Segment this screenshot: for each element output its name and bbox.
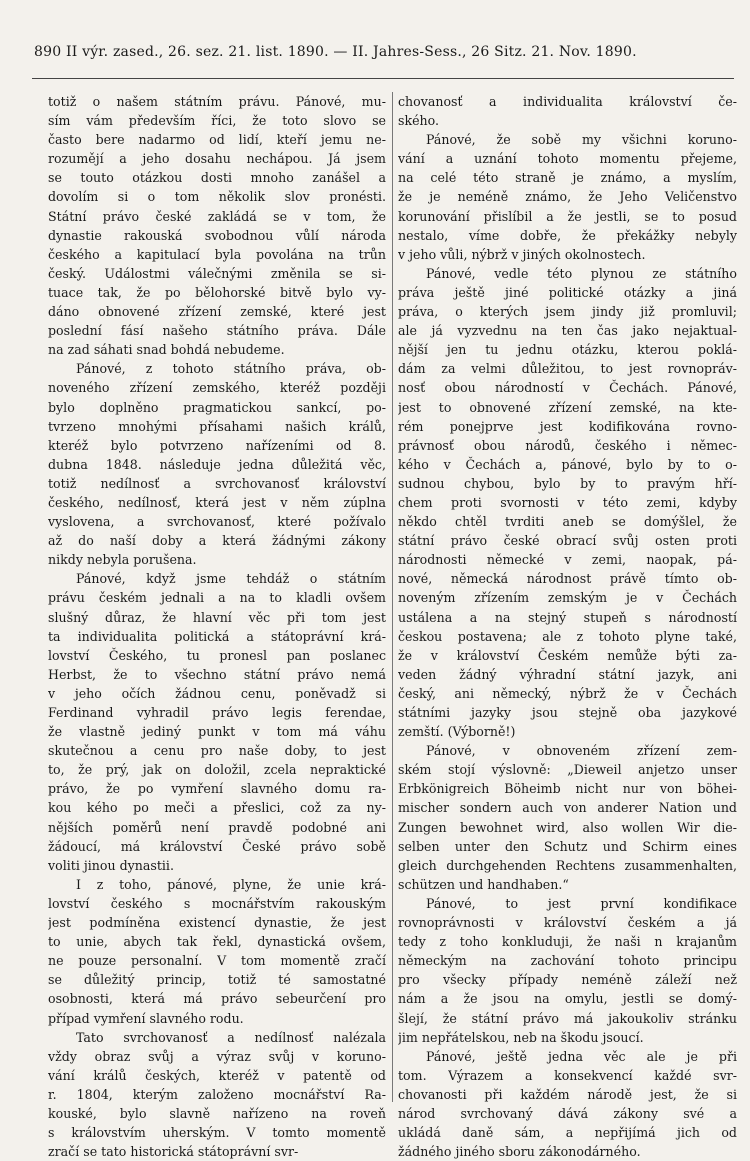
text-line: se touto otázkou dosti mnoho zanášel a xyxy=(48,170,386,186)
text-line: právnosť obou národů, českého i němec- xyxy=(398,437,737,453)
text-line: kouské, bylo slavně nařízeno na roveň xyxy=(48,1105,386,1121)
text-line: kého v Čechách a, pánové, bylo by to o- xyxy=(398,456,737,472)
text-line: se důležitý princip, totiž té samostatné xyxy=(48,972,386,988)
text-line: Státní právo české zakládá se v tom, že xyxy=(48,208,386,224)
text-line: totiž nedílnosť a svrchovanosť království xyxy=(48,475,386,491)
text-line: zemští. (Výborně!) xyxy=(398,724,516,740)
text-line: poslední fásí našeho státního práva. Dále xyxy=(48,323,386,339)
text-line: Erbkönigreich Böheimb nicht nur von böhei- xyxy=(398,781,737,797)
text-line: s královstvím uherským. V tomto momentě xyxy=(48,1125,386,1141)
text-line: na zad sáhati snad bohdá nebudeme. xyxy=(48,342,285,358)
text-line: Pánové, když jsme tehdáž o státním xyxy=(76,571,386,587)
text-line: korunování přislíbil a že jestli, se to posud xyxy=(398,208,737,224)
text-line: to, že prý, jak on doložil, zcela nepraktické xyxy=(48,762,386,778)
text-line: ustálena a na stejný stupeň s národností xyxy=(398,609,737,625)
text-line: ském stojí výslovně: „Dieweil anjetzo unser xyxy=(398,762,737,778)
text-line: totiž o našem státním právu. Pánové, mu- xyxy=(48,94,386,109)
text-line: Zungen bewohnet wird, also wollen Wir die- xyxy=(398,819,737,835)
text-line: kou kého po meči a přeslici, což za ny- xyxy=(48,800,386,816)
text-line: vždy obraz svůj a výraz svůj v koruno- xyxy=(48,1048,386,1064)
text-line: gleich durchgehenden Rechtens zusammenhalten, xyxy=(398,857,737,873)
text-line: tom. Výrazem a konsekvencí každé svr- xyxy=(398,1067,737,1083)
text-line: voliti jinou dynastii. xyxy=(48,857,174,873)
text-line: státními jazyky jsou stejně oba jazykové xyxy=(398,705,737,720)
text-line: tvrzeno mnohými přísahami našich králů, xyxy=(48,418,386,434)
text-line: chovanosti při každém národě jest, že si xyxy=(398,1086,737,1102)
text-line: ale já vyzvednu na ten čas jako nejaktual- xyxy=(398,323,737,339)
text-line: v jeho očích žádnou cenu, poněvadž si xyxy=(48,685,386,701)
text-line: selben unter den Schutz und Schirm eines xyxy=(398,838,737,854)
header-rule xyxy=(32,78,734,79)
text-line: Pánové, že sobě my všichni koruno- xyxy=(426,132,737,148)
text-line: osobnosti, která má právo sebeurčení pro xyxy=(48,991,386,1007)
text-line: Pánové, z tohoto státního práva, ob- xyxy=(76,361,386,377)
text-line: český, ani německý, nýbrž že v Čechách xyxy=(398,685,737,701)
text-line: Herbst, že to všechno státní právo nemá xyxy=(48,666,386,682)
text-line: nové, německá národnost právě tímto ob- xyxy=(398,571,737,587)
text-line: dubna 1848. následuje jedna důležitá věc, xyxy=(48,456,386,472)
text-line: nikdy nebyla porušena. xyxy=(48,552,197,568)
text-line: v jeho vůli, nýbrž v jiných okolnostech. xyxy=(398,246,646,262)
text-line: Pánové, to jest první kondifikace xyxy=(426,895,737,911)
text-line: právo, že po vymření slavného domu ra- xyxy=(48,781,386,797)
text-line: jest to obnovené zřízení zemské, na kte- xyxy=(398,399,737,415)
text-line: Pánové, vedle této plynou ze státního xyxy=(426,265,737,281)
right-column xyxy=(398,92,737,1161)
text-line: r. 1804, kterým založeno mocnářství Ra- xyxy=(48,1086,386,1102)
text-line: někdo chtěl tvrditi aneb se domýšlel, že xyxy=(398,514,737,530)
text-line: Ferdinand vyhradil právo legis ferendae, xyxy=(48,705,386,720)
text-line: vání a uznání tohoto momentu přejeme, xyxy=(398,151,737,167)
text-line: sudnou chybou, bylo by to pravým hří- xyxy=(398,475,737,491)
text-line: práva, o kterých jsem jindy již promluvil; xyxy=(398,304,737,320)
text-line: Tato svrchovanosť a nedílnosť nalézala xyxy=(76,1029,386,1045)
text-line: že v království Českém nemůže býti za- xyxy=(398,647,737,663)
text-line: vání králů českých, kteréž v patentě od xyxy=(48,1067,386,1083)
text-line: nějších poměrů není pravdě podobné ani xyxy=(48,819,386,835)
text-line: často bere nadarmo od lidí, kteří jemu ne- xyxy=(48,132,386,148)
text-line: dám za velmi důležitou, to jest rovnopráv- xyxy=(398,361,737,377)
text-line: chem proti svornosti v této zemi, kdyby xyxy=(398,494,737,510)
text-line: tuace tak, že po bělohorské bitvě bylo vy- xyxy=(48,284,386,300)
text-line: dáno obnovené zřízení zemské, které jest xyxy=(48,304,386,320)
text-line: žádoucí, má království České právo sobě xyxy=(48,838,386,854)
page-header: 890 II výr. zased., 26. sez. 21. list. 1890. — II. Jahres-Sess., 26 Sitz. 21. Nov. 1890. xyxy=(34,44,637,60)
text-line: schützen und handhaben.“ xyxy=(398,876,569,892)
text-line: ne pouze personalní. V tom momentě zračí xyxy=(48,953,386,969)
text-line: dynastie rakouská svobodnou vůlí národa xyxy=(48,227,386,243)
text-line: rém ponejprve jest kodifikována rovno- xyxy=(398,418,737,434)
text-line: lovství Českého, tu pronesl pan poslanec xyxy=(48,647,386,663)
text-line: lovství českého s mocnářstvím rakouským xyxy=(48,895,386,911)
text-line: pro všecky případy neméně záleží než xyxy=(398,972,737,988)
text-line: slušný důraz, že hlavní věc při tom jest xyxy=(48,609,386,625)
text-line: ta individualita politická a státoprávní krá- xyxy=(48,628,386,644)
text-line: šlejí, že státní právo má jakoukoliv stránku xyxy=(398,1010,737,1026)
text-line: že vlastně jediný punkt v tom má váhu xyxy=(48,724,386,740)
text-line: mischer sondern auch von anderer Nation und xyxy=(398,800,737,816)
text-line: nestalo, víme dobře, že překážky nebyly xyxy=(398,227,737,243)
text-line: jim nepřátelskou, neb na škodu jsoucí. xyxy=(398,1029,644,1045)
text-line: dovolím si o tom několik slov pronésti. xyxy=(48,189,386,205)
text-line: noveného zřízení zemského, kteréž později xyxy=(48,380,386,396)
text-line: vyslovena, a svrchovanosť, které požívalo xyxy=(48,514,386,530)
text-line: rozumějí a jeho dosahu nechápou. Já jsem xyxy=(48,151,386,167)
text-line: národ svrchovaný dává zákony své a xyxy=(398,1105,737,1121)
text-line: I z toho, pánové, plyne, že unie krá- xyxy=(76,876,386,892)
text-line: český. Událostmi válečnými změnila se si- xyxy=(48,265,386,281)
text-line: národnosti německé v zemi, naopak, pá- xyxy=(398,552,737,568)
text-line: rovnoprávnosti v království českém a já xyxy=(398,915,737,931)
text-line: nám a že jsou na omylu, jestli se domý- xyxy=(398,991,737,1007)
text-line: Pánové, v obnoveném zřízení zem- xyxy=(426,743,737,759)
text-line: že je neméně známo, že Jeho Veličenstvo xyxy=(398,189,737,205)
text-line: ského. xyxy=(398,113,440,129)
text-line: Pánové, ještě jedna věc ale je při xyxy=(426,1048,737,1064)
text-line: ukládá daně sám, a nepřijímá jich od xyxy=(398,1125,737,1141)
text-line: veden žádný výhradní státní jazyk, ani xyxy=(398,666,737,682)
text-line: právu českém jednali a na to kladli ovšem xyxy=(48,590,386,606)
column-separator xyxy=(392,92,393,1102)
text-line: žádného jiného sboru zákonodárného. xyxy=(398,1144,641,1160)
text-line: jest podmíněna existencí dynastie, že jest xyxy=(48,915,386,931)
text-line: práva ještě jiné politické otázky a jiná xyxy=(398,284,737,300)
text-line: skutečnou a cenu pro naše doby, to jest xyxy=(48,743,386,759)
text-line: českého a kapitulací byla povolána na trůn xyxy=(48,246,386,262)
text-line: českou postavena; ale z tohoto plyne také, xyxy=(398,628,737,644)
text-line: státní právo české obrací svůj osten proti xyxy=(398,533,737,549)
text-line: sím vám především říci, že toto slovo se xyxy=(48,113,386,129)
text-line: nosť obou národností v Čechách. Pánové, xyxy=(398,380,737,396)
text-line: českého, nedílnosť, která jest v něm zúplna xyxy=(48,494,386,510)
text-line: noveným zřízením zemským je v Čechách xyxy=(398,590,737,606)
text-line: to unie, abych tak řekl, dynastická ovšem, xyxy=(48,934,386,950)
text-line: případ vymření slavného rodu. xyxy=(48,1010,244,1026)
text-line: chovanosť a individualita království če- xyxy=(398,94,737,109)
text-line: bylo doplněno pragmatickou sankcí, po- xyxy=(48,399,386,415)
text-line: kteréž bylo potvrzeno nařízeními od 8. xyxy=(48,437,386,453)
text-line: na celé této straně je známo, a myslím, xyxy=(398,170,737,186)
text-line: německým na zachování tohoto principu xyxy=(398,953,737,969)
text-line: až do naší doby a která žádnými zákony xyxy=(48,533,386,549)
text-line: nější jen tu jednu otázku, kterou poklá- xyxy=(398,342,737,358)
left-column xyxy=(48,92,386,1161)
text-line: tedy z toho konkluduji, že naši n krajanům xyxy=(398,934,737,950)
text-line: zračí se tato historická státoprávní svr- xyxy=(48,1144,299,1160)
